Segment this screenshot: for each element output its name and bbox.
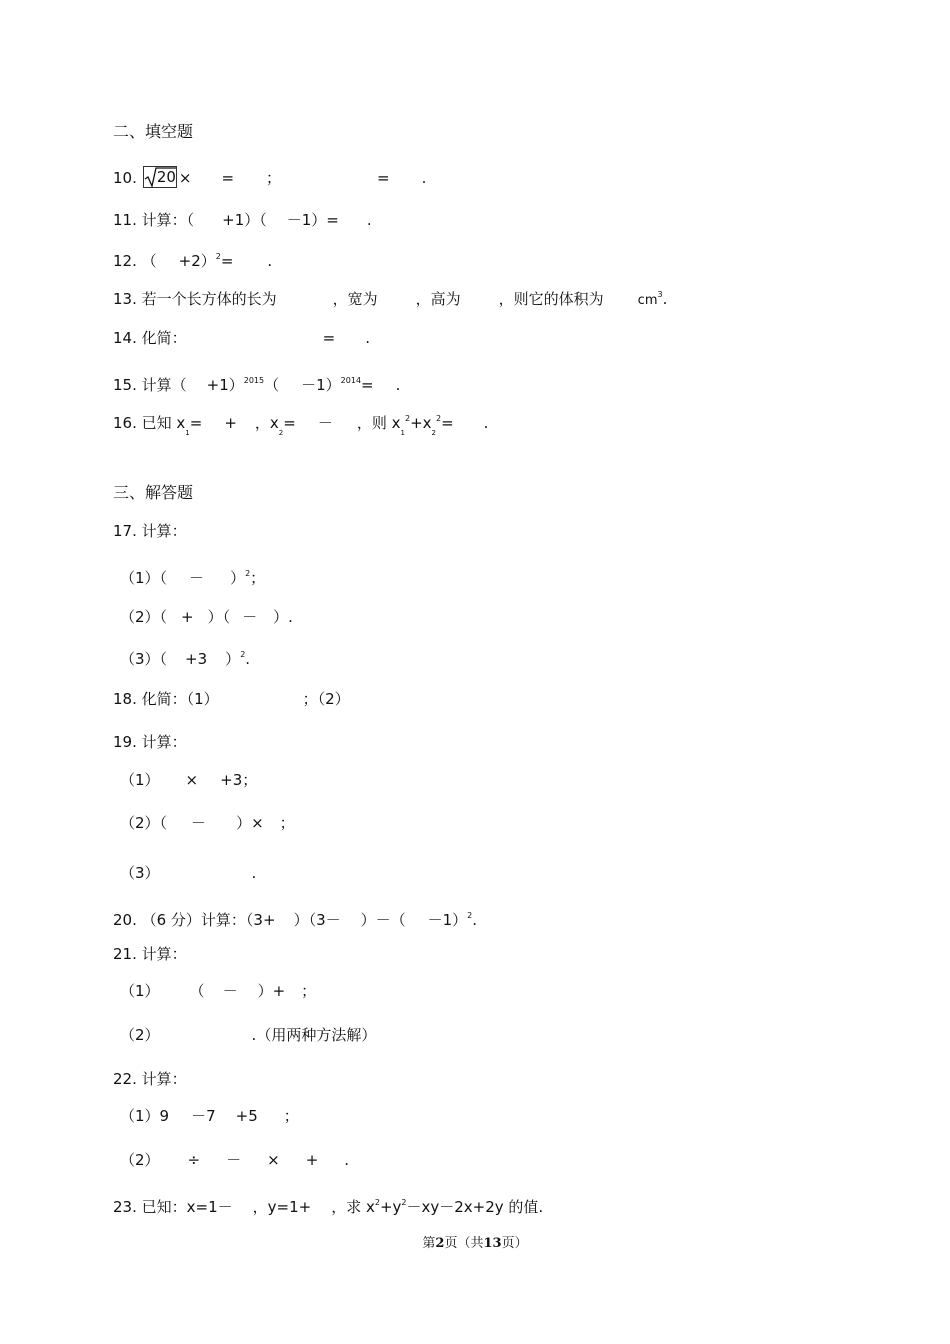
text: ）: [230, 569, 246, 587]
text: （2）（: [120, 814, 168, 832]
exponent: 2: [215, 252, 221, 261]
text: 23. 已知：x=1－: [113, 1198, 233, 1216]
text: ，高为: [415, 290, 461, 308]
text: +: [305, 1151, 319, 1169]
text: ，则 x: [356, 414, 401, 432]
text: +: [224, 414, 237, 432]
text: ；: [279, 814, 295, 832]
text: （1）: [120, 771, 160, 789]
text: （3）: [120, 864, 160, 882]
text: .: [267, 252, 273, 270]
text: （1）9: [120, 1107, 170, 1125]
text: ）.: [273, 608, 293, 626]
text: ；: [301, 982, 317, 1000]
text: +x: [410, 414, 432, 432]
question-17-part-3: [120, 645, 251, 668]
text: －1）=: [286, 211, 339, 229]
text: .: [366, 211, 372, 229]
page-number: 2: [435, 1236, 445, 1251]
text: .: [662, 290, 668, 308]
question-12: [113, 247, 273, 270]
question-17-part-2: [120, 607, 293, 627]
exponent: 2: [401, 1198, 407, 1207]
text: ）: [225, 650, 241, 668]
exponent: 3: [657, 290, 663, 299]
question-11: [113, 210, 372, 230]
text: 14. 化简：: [113, 329, 187, 347]
question-15: [113, 371, 401, 394]
text: .: [344, 1151, 350, 1169]
text: （2）: [120, 1151, 160, 1169]
equals-sign: =: [377, 169, 390, 187]
text: +: [181, 608, 194, 626]
section-title-answer: 三、解答题: [113, 483, 194, 502]
exponent: 2015: [243, 376, 265, 385]
text: （3）（: [120, 650, 168, 668]
exponent: 2: [245, 569, 251, 578]
semicolon: ；: [266, 169, 282, 187]
text: +y: [379, 1198, 402, 1216]
page-footer: [0, 1232, 950, 1251]
question-19-part-3: [120, 863, 256, 883]
text: 13. 若一个长方体的长为: [113, 290, 277, 308]
text: =: [361, 376, 374, 394]
text: （2）（: [120, 608, 168, 626]
section-title-fill-in: 二、填空题: [113, 122, 194, 141]
exponent: 2: [404, 414, 411, 423]
question-22-part-2: [120, 1150, 349, 1170]
text: ，y=1+: [252, 1198, 312, 1216]
text: 11. 计算：（: [113, 211, 195, 229]
question-13: [113, 285, 668, 308]
text: .: [472, 911, 478, 929]
text: .: [251, 864, 257, 882]
equals-sign: =: [221, 169, 235, 187]
subscript: 2: [431, 429, 436, 437]
period: .: [421, 169, 427, 187]
text: ）－（: [360, 911, 406, 929]
text: .: [483, 414, 489, 432]
question-23: [113, 1193, 544, 1216]
question-21-part-1: [120, 981, 316, 1001]
text: +1）: [206, 376, 244, 394]
text: （: [189, 982, 205, 1000]
text: （1）（: [120, 569, 168, 587]
text: ，求 x: [331, 1198, 375, 1216]
text: +3；: [220, 771, 258, 789]
text: +3: [185, 650, 208, 668]
text: －1）: [427, 911, 468, 929]
question-17-title: 17. 计算：: [113, 522, 187, 540]
subscript: 1: [185, 429, 190, 437]
text: （: [264, 376, 280, 394]
text: －: [222, 982, 238, 1000]
question-18: [113, 689, 350, 709]
times-sign: ×: [178, 169, 192, 187]
text: 第: [422, 1236, 436, 1251]
question-19-part-2: [120, 813, 295, 833]
text: －: [191, 814, 207, 832]
text: －: [226, 1151, 242, 1169]
unit: cm: [637, 293, 658, 308]
exponent: 2: [374, 1198, 380, 1207]
text: +5: [235, 1107, 258, 1125]
text: ，宽为: [332, 290, 378, 308]
sqrt-20-formula: [143, 166, 177, 188]
text: ；: [250, 569, 266, 587]
text: ÷: [187, 1151, 201, 1169]
text: ）+: [257, 982, 286, 1000]
text: －1）: [301, 376, 341, 394]
subscript: 2: [278, 429, 284, 437]
text: 16. 已知 x: [113, 414, 186, 432]
question-10: [113, 166, 426, 186]
text: ；（2）: [302, 690, 350, 708]
question-19-title: 19. 计算：: [113, 733, 187, 751]
text: －xy－2x+2y 的值.: [406, 1198, 544, 1216]
text: =: [283, 414, 296, 432]
text: 页（共: [444, 1236, 484, 1251]
question-21-part-2: [120, 1025, 376, 1045]
text: ，x: [254, 414, 279, 432]
radicand: 20: [156, 168, 176, 186]
text: 20. （6 分）计算：（3+: [113, 911, 276, 929]
text: .: [365, 329, 370, 347]
exponent: 2: [436, 414, 442, 423]
question-number: 10.: [113, 169, 137, 187]
question-19-part-1: [120, 770, 257, 790]
question-17-part-1: [120, 564, 266, 587]
text: ）（3－: [293, 911, 341, 929]
text: ）（: [207, 608, 231, 626]
text: 18. 化简：（1）: [113, 690, 219, 708]
text: ×: [185, 771, 199, 789]
subscript: 1: [400, 429, 405, 437]
text: =: [441, 414, 454, 432]
text: －7: [191, 1107, 216, 1125]
text: （2）: [120, 1026, 160, 1044]
text: .（用两种方法解）: [251, 1026, 377, 1044]
text: ，则它的体积为: [498, 290, 604, 308]
text: －: [317, 414, 333, 432]
question-20: [113, 906, 478, 929]
text: －: [189, 569, 205, 587]
question-14: [113, 328, 370, 348]
text: ）×: [236, 814, 264, 832]
text: ；: [283, 1107, 299, 1125]
text: 页）: [501, 1236, 528, 1251]
text: =: [189, 414, 203, 432]
text: 15. 计算（: [113, 376, 187, 394]
question-16: [113, 409, 489, 437]
text: +2）: [178, 252, 216, 270]
question-22-title: 22. 计算：: [113, 1070, 187, 1088]
text: =: [322, 329, 336, 347]
question-21-title: 21. 计算：: [113, 945, 187, 963]
text: ×: [267, 1151, 280, 1169]
exponent: 2: [240, 650, 246, 659]
text: +1）（: [222, 211, 267, 229]
text: 12. （: [113, 252, 157, 270]
text: .: [395, 376, 401, 394]
text: .: [245, 650, 251, 668]
exponent: 2014: [340, 376, 362, 385]
text: （1）: [120, 982, 160, 1000]
page-total: 13: [483, 1236, 502, 1251]
question-22-part-1: [120, 1106, 299, 1126]
text: =: [220, 252, 234, 270]
text: －: [242, 608, 258, 626]
exponent: 2: [467, 911, 473, 920]
